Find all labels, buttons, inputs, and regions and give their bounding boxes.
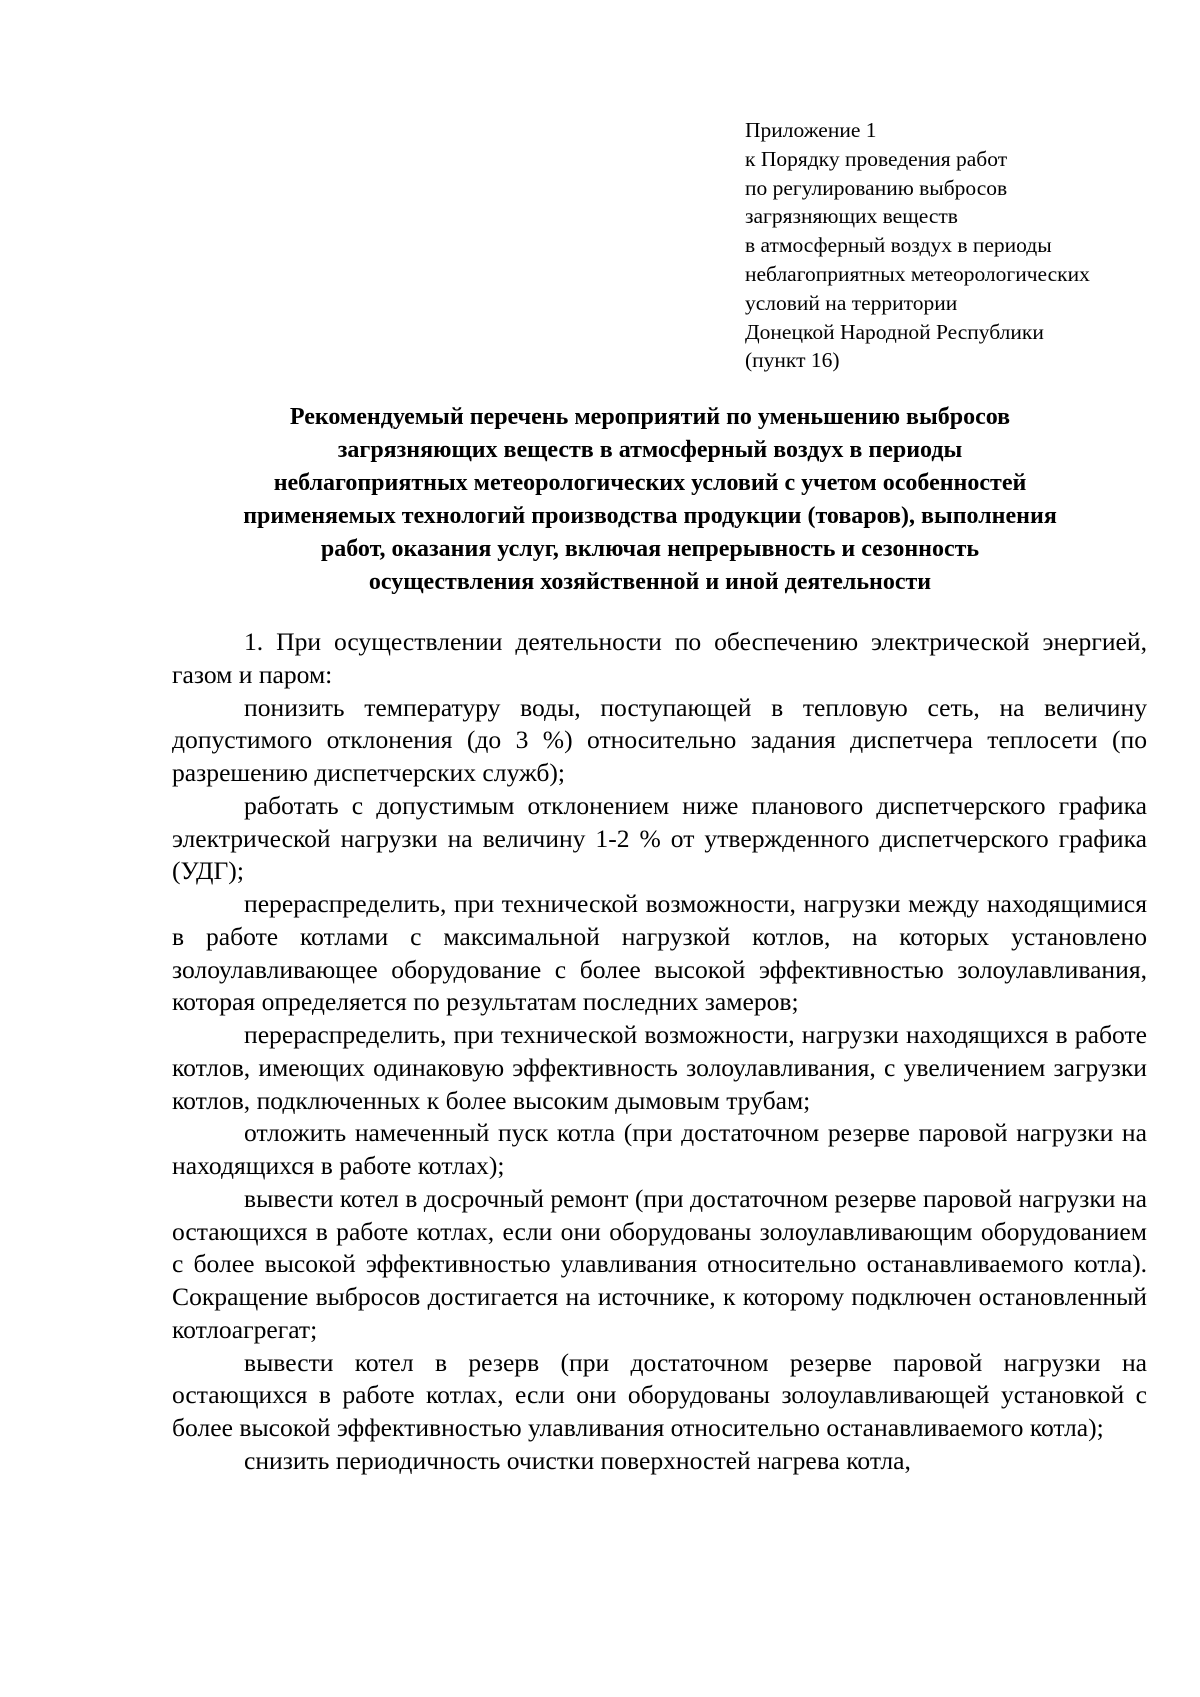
annex-line: Приложение 1 xyxy=(745,118,877,142)
annex-line: к Порядку проведения работ xyxy=(745,146,1008,171)
annex-line: условий на территории xyxy=(745,290,958,315)
document-title xyxy=(170,401,1130,599)
annex-header xyxy=(745,116,1165,375)
annex-line: Донецкой Народной Республики xyxy=(745,319,1044,344)
title-line: осуществления хозяйственной и иной деятельности xyxy=(368,569,932,595)
annex-line: по регулированию выбросов xyxy=(745,175,1008,200)
title-line: неблагоприятных метеорологических условий с учетом особенностей xyxy=(273,470,1027,496)
measure-item: отложить намеченный пуск котла (при достаточном резерве паровой нагрузки на находящихся в работе котлах); xyxy=(172,1118,1147,1180)
title-line: применяемых технологий производства продукции (товаров), выполнения xyxy=(243,503,1057,529)
title-line: загрязняющих веществ в атмосферный воздух в периоды xyxy=(337,437,963,463)
measure-item: вывести котел в резерв (при достаточном резерве паровой нагрузки на остающихся в работе котлах, если они оборудованы золоулавливающей установкой с более высокой эффективностью улавливания относительно останавливаемого котла); xyxy=(172,1347,1147,1442)
annex-line: загрязняющих веществ xyxy=(745,204,958,229)
measure-item: вывести котел в досрочный ремонт (при достаточном резерве паровой нагрузки на остающихся в работе котлах, если они оборудованы золоулавливающим оборудованием с более высокой эффективностью улавливания относительно останавливаемого котла). Сокращение выбросов достигается на источнике, к которому подключен остановленный котлоагрегат; xyxy=(172,1183,1147,1344)
annex-line: (пункт 16) xyxy=(745,348,840,373)
document-body xyxy=(172,626,1147,1478)
measure-item: понизить температуру воды, поступающей в тепловую сеть, на величину допустимого отклонения (до 3 %) относительно задания диспетчера теплосети (по разрешению диспетчерских служб); xyxy=(172,692,1147,787)
measure-item: перераспределить, при технической возможности, нагрузки находящихся в работе котлов, имеющих одинаковую эффективность золоулавливания, с увеличением загрузки котлов, подключенных к более высоким дымовым трубам; xyxy=(172,1020,1147,1115)
measure-item: снизить периодичность очистки поверхностей нагрева котла, xyxy=(244,1445,911,1475)
title-line: работ, оказания услуг, включая непрерывность и сезонность xyxy=(320,536,980,562)
section-1-intro: 1. При осуществлении деятельности по обеспечению электрической энергией, газом и паром: xyxy=(172,627,1147,689)
title-line: Рекомендуемый перечень мероприятий по уменьшению выбросов xyxy=(289,404,1011,430)
annex-line: неблагоприятных метеорологических xyxy=(745,261,1090,286)
annex-line: в атмосферный воздух в периоды xyxy=(745,233,1052,258)
measure-item: перераспределить, при технической возможности, нагрузки между находящимися в работе котлами с максимальной нагрузкой котлов, на которых установлено золоулавливающее оборудование с более высокой эффективностью золоулавливания, которая определяется по результатам последних замеров; xyxy=(172,889,1147,1017)
measure-item: работать с допустимым отклонением ниже планового диспетчерского графика электрической нагрузки на величину 1-2 % от утвержденного диспетчерского графика (УДГ); xyxy=(172,790,1147,886)
